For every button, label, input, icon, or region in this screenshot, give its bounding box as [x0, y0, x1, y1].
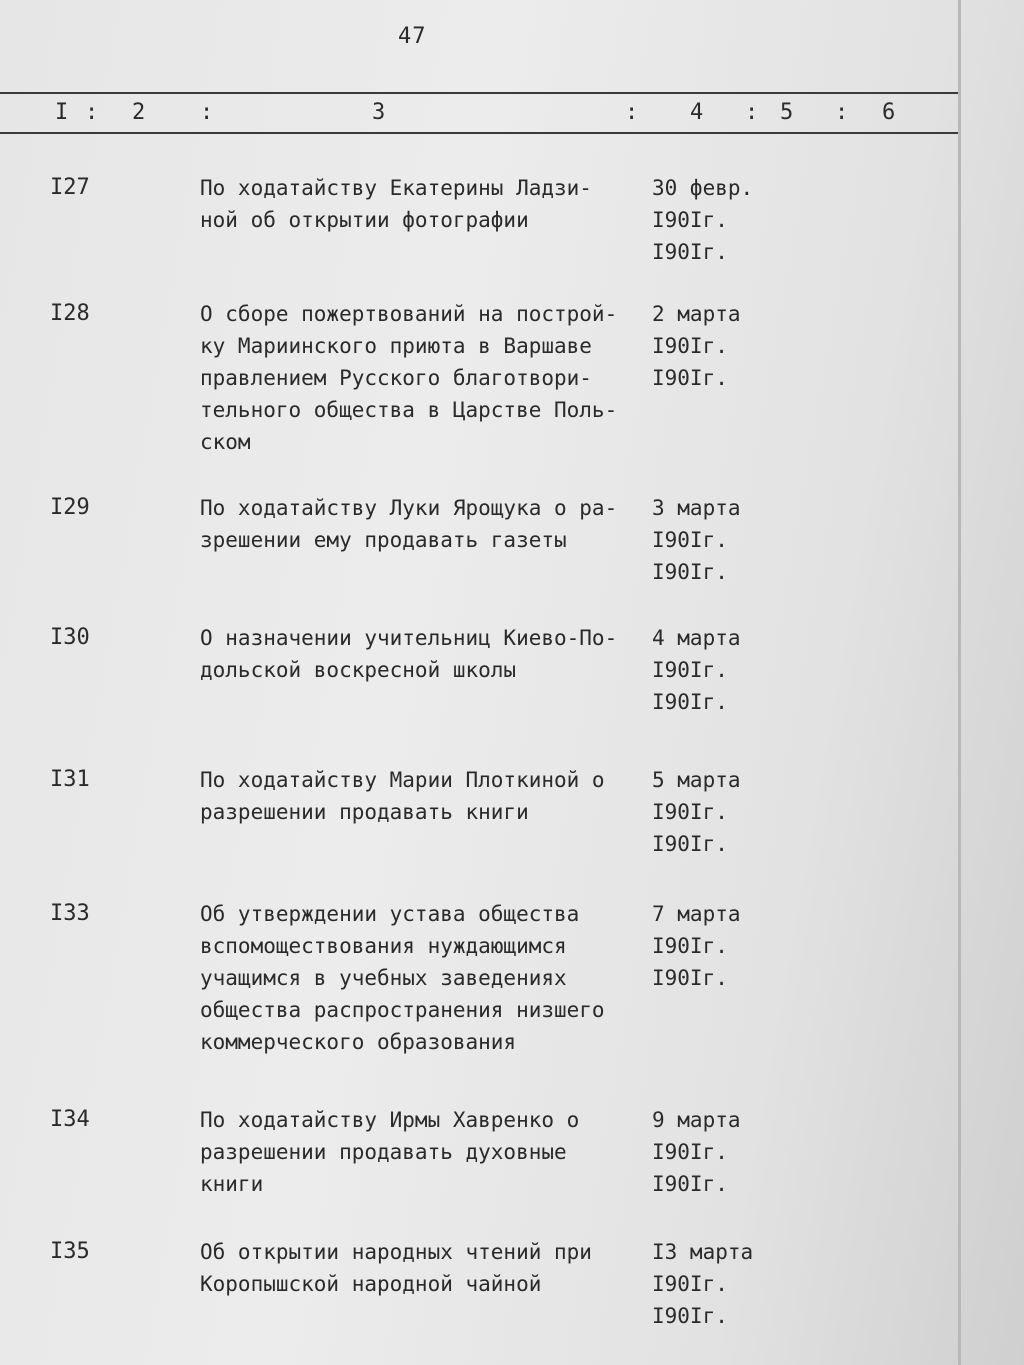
entry-number: I35	[50, 1239, 90, 1264]
entry-year-end: I90Iг.	[652, 560, 728, 584]
column-header-5: 5	[780, 100, 794, 125]
entry-description: О сборе пожертвований на построй- ку Мариинского приюта в Варшаве правлением Русского благотвори- тельного общества в Царстве Поль- ском	[200, 302, 618, 454]
entry-description: Об утверждении устава общества вспомоществования нуждающимся учащимся в учебных заведениях общества распространения низшего коммерческого образования	[200, 902, 605, 1054]
entry-dates	[652, 492, 792, 588]
entry-year-end: I90Iг.	[652, 832, 728, 856]
entry-date: 5 марта	[652, 768, 741, 792]
entry-year-start: I90Iг.	[652, 1272, 728, 1296]
column-separator: :	[835, 100, 849, 125]
entry-year-end: I90Iг.	[652, 240, 728, 264]
entry-year-start: I90Iг.	[652, 528, 728, 552]
page-edge	[958, 0, 961, 1365]
entry-year-start: I90Iг.	[652, 1140, 728, 1164]
entry-description: О назначении учительниц Киево-По- дольской воскресной школы	[200, 626, 618, 682]
entry-dates	[652, 172, 792, 268]
column-separator: :	[200, 100, 214, 125]
entry-dates	[652, 764, 792, 860]
entry-year-start: I90Iг.	[652, 658, 728, 682]
column-header-3: 3	[372, 100, 386, 125]
entry-dates	[652, 298, 792, 394]
page-number: 47	[398, 24, 427, 49]
entry-date: 9 марта	[652, 1108, 741, 1132]
entry-date: 2 марта	[652, 302, 741, 326]
entry-dates	[652, 1236, 792, 1332]
entry-description: По ходатайству Марии Плоткиной о разрешении продавать книги	[200, 768, 605, 824]
entry-description: По ходатайству Ирмы Хавренко о разрешении продавать духовные книги	[200, 1108, 580, 1196]
entry-dates	[652, 622, 792, 718]
entry-year-end: I90Iг.	[652, 690, 728, 714]
entry-year-end: I90Iг.	[652, 1172, 728, 1196]
entry-number: I28	[50, 301, 90, 326]
header-rule-top	[0, 92, 958, 94]
entry-year-end: I90Iг.	[652, 366, 728, 390]
entry-number: I27	[50, 175, 90, 200]
column-separator: :	[625, 100, 639, 125]
entry-number: I33	[50, 901, 90, 926]
entry-year-end: I90Iг.	[652, 1304, 728, 1328]
column-header-6: 6	[882, 100, 896, 125]
column-separator: :	[745, 100, 759, 125]
entry-dates	[652, 898, 792, 994]
entry-number: I31	[50, 767, 90, 792]
entry-year-start: I90Iг.	[652, 208, 728, 232]
entry-year-start: I90Iг.	[652, 800, 728, 824]
entry-number: I29	[50, 495, 90, 520]
column-header-2: 2	[132, 100, 146, 125]
entry-date: 30 февр.	[652, 176, 754, 200]
column-separator: :	[85, 100, 99, 125]
entry-date: 7 марта	[652, 902, 741, 926]
entry-date: I3 марта	[652, 1240, 754, 1264]
entry-year-start: I90Iг.	[652, 334, 728, 358]
header-rule-bottom	[0, 132, 958, 134]
entry-date: 4 марта	[652, 626, 741, 650]
entry-date: 3 марта	[652, 496, 741, 520]
entry-year-start: I90Iг.	[652, 934, 728, 958]
entry-description: Об открытии народных чтений при Коропышской народной чайной	[200, 1240, 592, 1296]
column-header-1: I	[55, 100, 69, 125]
entry-number: I34	[50, 1107, 90, 1132]
entry-description: По ходатайству Луки Ярощука о ра- зрешении ему продавать газеты	[200, 496, 618, 552]
entry-year-end: I90Iг.	[652, 966, 728, 990]
column-header-4: 4	[690, 100, 704, 125]
entry-description: По ходатайству Екатерины Ладзи- ной об открытии фотографии	[200, 176, 592, 232]
entry-dates	[652, 1104, 792, 1200]
entry-number: I30	[50, 625, 90, 650]
